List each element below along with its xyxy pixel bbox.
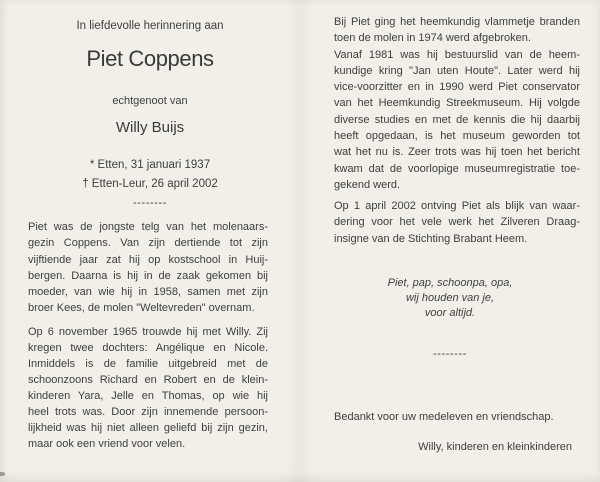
biography-paragraph-4: Vanaf 1981 was hij bestuurslid van de heem- kundige kring "Jan uten Houte". Later werd hij vice-voorzitter en in 1990 werd Piet conservator van het Heemkundig Streekmuseum. Hij volgde diverse studies en met de kennis die hij daarbij heeft opgedaan, is het museum geworden tot wat het nu is. Zeer trots was hij toen het bericht kwam dat de voorlopige museumregistratie toe- gekend werd. [334,48,580,191]
relation-line: echtgenoot van [112,95,188,107]
biography-column [334,14,580,193]
farewell-verse: Piet, pap, schoonpa, opa, wij houden van je, voor altijd. [387,277,513,319]
scan-speck [0,472,5,476]
signature-line: Willy, kinderen en kleinkinderen [418,441,572,453]
separator-dashes: -------- [132,197,168,209]
biography-paragraph-2: Op 6 november 1965 trouwde hij met Willy. Zij kregen twee dochters: Angélique en Nicole. Inmiddels is de familie uitgebreid met de schoonzoons Richard en Robert en de klein- kinderen Yara, Jelle en Thomas, op wie hij heel trots was. Door zijn innemende persoon- lijkheid was hij niet alleen geliefd bij zijn gezin, maar ook een vriend voor velen. [28,326,268,450]
biography-paragraph-3: Bij Piet ging het heemkundig vlammetje branden toen de molen in 1974 werd afgebroken. [334,16,580,45]
separator-dashes: -------- [432,348,468,360]
thanks-line: Bedankt voor uw medeleven en vriendschap. [334,411,554,423]
biography-paragraph-5: Op 1 april 2002 ontving Piet als blijk van waar- dering voor het vele werk het Zilveren Draag- insigne van de Stichting Brabant Heem. [334,200,580,245]
spouse-name: Willy Buijs [115,119,185,136]
birth-date-line: * Etten, 31 januari 1937 [89,159,211,171]
deceased-name: Piet Coppens [86,46,214,71]
intro-line: In liefdevolle herinnering aan [76,20,224,32]
biography-paragraph-1: Piet was de jongste telg van het molenaars- gezin Coppens. Van zijn dertiende tot zijn vijftiende jaar zat hij op kostschool in Huij- bergen. Daarna is hij in de zaak gekomen bij moeder, van wie hij in 1958, samen met zijn broer Kees, de molen "Weltevreden" overnam. [28,221,268,315]
death-date-line: † Etten-Leur, 26 april 2002 [82,178,218,190]
